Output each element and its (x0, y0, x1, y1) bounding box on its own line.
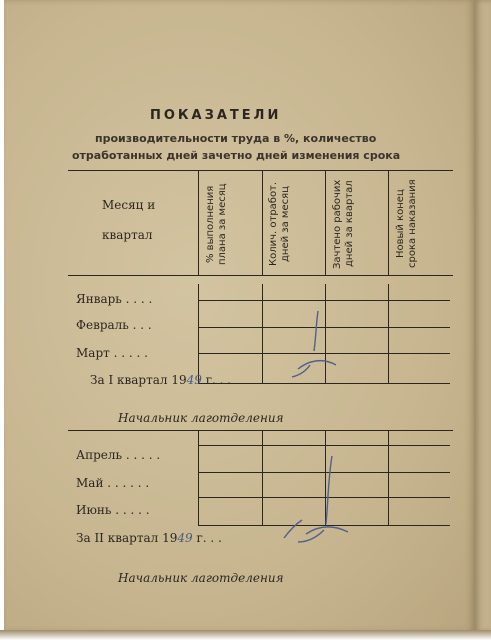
row-label-text: Февраль (76, 318, 129, 332)
header-col-divider-4 (388, 170, 389, 275)
document-title: ПОКАЗАТЕЛИ (150, 108, 282, 123)
document-subtitle-line2: отработанных дней зачетно дней изменения срока (72, 149, 401, 162)
row-label-text: Март (76, 346, 110, 360)
page-shadow (0, 630, 491, 640)
row-february: Февраль . . . (76, 318, 152, 332)
header-bottom-rule (68, 275, 453, 276)
q2-col-4 (388, 431, 389, 525)
q1-pencil-mark (270, 305, 360, 385)
next-page-edge (474, 0, 491, 632)
header-col-divider-3 (325, 170, 326, 275)
q2-pencil-mark (270, 450, 370, 550)
row-label-text: Июнь (76, 503, 112, 517)
row-label-text: Апрель (76, 448, 123, 462)
row-june: Июнь . . . . . (76, 503, 150, 517)
document-subtitle-line1: производительности труда в %, количество (95, 132, 377, 145)
q1-col-4 (388, 284, 389, 383)
row-april: Апрель . . . . . (76, 448, 161, 462)
header-top-rule (68, 170, 453, 171)
q2-handwritten-year: 49 (177, 531, 193, 545)
q1-rule-top (198, 300, 450, 301)
q2-total-prefix: За II квартал 19 (76, 531, 178, 545)
row-label-text: Май (76, 476, 104, 490)
q1-col-1 (198, 284, 199, 383)
row-q1-total: За I квартал 1949 г. . . (90, 373, 232, 387)
q2-rule-top (198, 445, 450, 446)
header-col-plan: % выполнения плана за месяц (205, 183, 228, 265)
q2-chief-signature-label: Начальник лаготделения (118, 571, 284, 585)
q1-total-suffix: г. (205, 373, 216, 387)
q2-total-suffix: г. (196, 531, 207, 545)
header-quarter-label: квартал (102, 228, 153, 242)
header-col-days: Колич. отработ. дней за месяц (268, 181, 291, 267)
header-col-credited: Зачтено рабочих дней за квартал (332, 179, 355, 269)
row-may: Май . . . . . . (76, 476, 150, 490)
q1-col-2 (262, 284, 263, 383)
q1-chief-signature-label: Начальник лаготделения (118, 411, 284, 425)
row-q2-total: За II квартал 1949 г. . . (76, 531, 222, 545)
row-january: Январь . . . . (76, 292, 153, 306)
header-col-divider-1 (198, 170, 199, 275)
header-col-new-term: Новый конец срока наказания (395, 179, 418, 269)
header-month-label: Месяц и (102, 198, 156, 212)
header-col-divider-2 (262, 170, 263, 275)
row-march: Март . . . . . (76, 346, 148, 360)
row-label-text: Январь (76, 292, 122, 306)
q1-total-prefix: За I квартал 19 (90, 373, 187, 387)
q1-handwritten-year: 49 (186, 373, 202, 387)
document-page (4, 0, 475, 632)
q2-col-1 (198, 431, 199, 525)
q2-col-2 (262, 431, 263, 525)
quarter-divider-rule (68, 430, 453, 431)
